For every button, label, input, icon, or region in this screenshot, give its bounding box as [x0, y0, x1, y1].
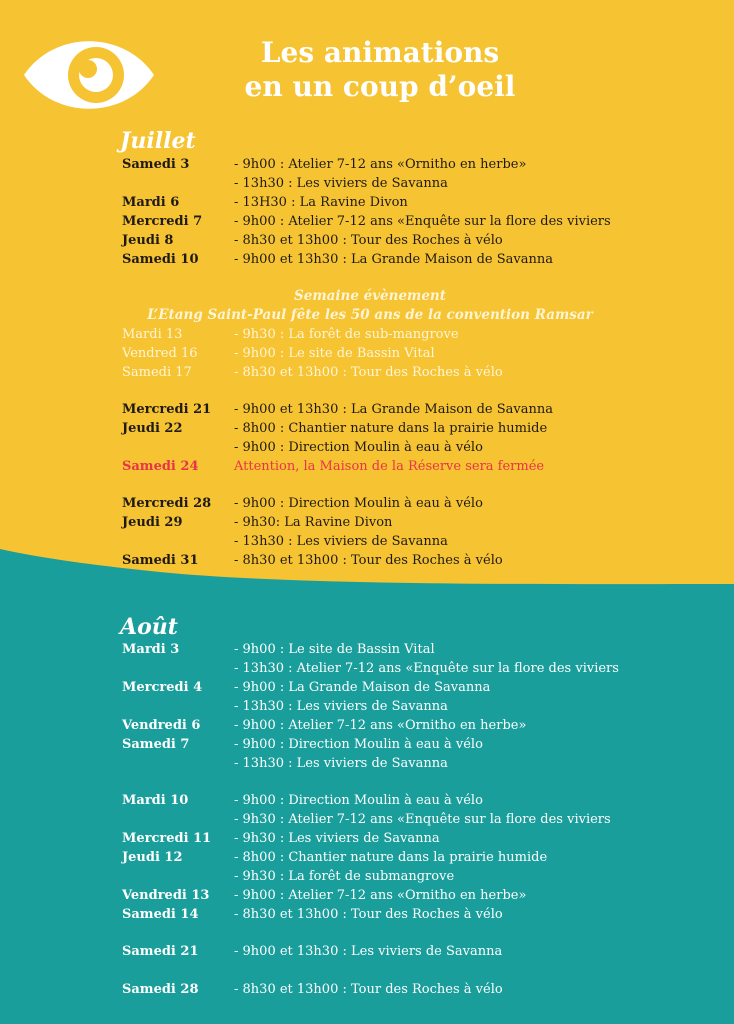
- row-day: Jeudi 22: [122, 421, 183, 436]
- row-desc: - 9h00 et 13h30 : La Grande Maison de Savanna: [234, 402, 553, 417]
- row-desc: - 9h00 : Atelier 7-12 ans «Ornitho en herbe»: [234, 718, 527, 733]
- title-line-1: Les animations: [260, 36, 500, 69]
- row-desc: - 9h30 : Atelier 7-12 ans «Enquête sur la flore des viviers: [234, 812, 611, 827]
- row-desc: - 13h30 : Les viviers de Savanna: [234, 534, 448, 549]
- row-desc: - 9h00 : Le site de Bassin Vital: [234, 642, 435, 657]
- row-day: Vendredi 6: [122, 718, 201, 733]
- row-day: Samedi 10: [122, 252, 199, 267]
- row-desc: - 13h30 : Atelier 7-12 ans «Enquête sur la flore des viviers: [234, 661, 619, 676]
- page-title: [200, 36, 560, 104]
- row-day: Mardi 10: [122, 793, 189, 808]
- closure-notice: Attention, la Maison de la Réserve sera fermée: [234, 459, 545, 474]
- row-desc: - 9h30 : La forêt de submangrove: [234, 869, 455, 884]
- row-desc: - 9h30 : Les viviers de Savanna: [234, 831, 440, 846]
- row-desc: - 13h30 : Les viviers de Savanna: [234, 756, 448, 771]
- row-desc: - 8h30 et 13h00 : Tour des Roches à vélo: [234, 982, 503, 997]
- row-desc: - 8h30 et 13h00 : Tour des Roches à vélo: [234, 233, 503, 248]
- row-day: Mercredi 7: [122, 214, 203, 229]
- row-desc: - 13h30 : Les viviers de Savanna: [234, 176, 448, 191]
- event-subtitle: L’Etang Saint-Paul fête les 50 ans de la convention Ramsar: [147, 307, 593, 323]
- row-day: Mardi 13: [122, 327, 183, 342]
- row-day: Samedi 17: [122, 365, 192, 380]
- row-desc: - 9h30: La Ravine Divon: [234, 515, 393, 530]
- row-desc: - 9h00 et 13h30 : Les viviers de Savanna: [234, 944, 503, 959]
- event-title: Semaine évènement: [294, 288, 446, 304]
- row-desc: - 9h00 : Le site de Bassin Vital: [234, 346, 435, 361]
- row-day: Mercredi 28: [122, 496, 212, 511]
- row-desc: - 9h00 : Direction Moulin à eau à vélo: [234, 793, 483, 808]
- row-desc: - 9h00 : La Grande Maison de Savanna: [234, 680, 491, 695]
- row-desc: - 13h30 : Les viviers de Savanna: [234, 699, 448, 714]
- row-day: Jeudi 29: [122, 515, 183, 530]
- row-day: Vendred 16: [122, 346, 198, 361]
- row-day: Samedi 31: [122, 553, 199, 568]
- row-desc: - 8h30 et 13h00 : Tour des Roches à vélo: [234, 907, 503, 922]
- row-desc: - 9h00 : Direction Moulin à eau à vélo: [234, 440, 483, 455]
- row-desc: - 9h00 : Atelier 7-12 ans «Ornitho en herbe»: [234, 157, 527, 172]
- row-desc: - 8h00 : Chantier nature dans la prairie humide: [234, 850, 548, 865]
- row-day: Samedi 3: [122, 157, 190, 172]
- row-desc: - 13H30 : La Ravine Divon: [234, 195, 408, 210]
- month-heading-juillet: Juillet: [120, 128, 196, 154]
- row-day: Samedi 28: [122, 982, 199, 997]
- row-desc: - 9h00 : Atelier 7-12 ans «Ornitho en herbe»: [234, 888, 527, 903]
- row-day: Mercredi 11: [122, 831, 212, 846]
- row-day: Samedi 14: [122, 907, 199, 922]
- row-desc: - 9h00 : Direction Moulin à eau à vélo: [234, 496, 483, 511]
- row-desc: - 9h00 : Atelier 7-12 ans «Enquête sur la flore des viviers: [234, 214, 611, 229]
- row-desc: - 8h30 et 13h00 : Tour des Roches à vélo: [234, 553, 503, 568]
- row-day: Jeudi 12: [122, 850, 183, 865]
- eye-icon: [20, 26, 158, 124]
- row-day: Samedi 7: [122, 737, 190, 752]
- row-day: Samedi 21: [122, 944, 199, 959]
- row-day: Samedi 24: [122, 459, 199, 474]
- row-day: Vendredi 13: [122, 888, 210, 903]
- row-day: Mardi 6: [122, 195, 180, 210]
- row-desc: - 8h30 et 13h00 : Tour des Roches à vélo: [234, 365, 503, 380]
- row-desc: - 9h30 : La forêt de sub-mangrove: [234, 327, 459, 342]
- month-heading-aout: Août: [120, 614, 178, 640]
- title-line-2: en un coup d’oeil: [244, 70, 516, 103]
- row-day: Mercredi 21: [122, 402, 212, 417]
- row-day: Jeudi 8: [122, 233, 174, 248]
- row-desc: - 8h00 : Chantier nature dans la prairie humide: [234, 421, 548, 436]
- row-desc: - 9h00 : Direction Moulin à eau à vélo: [234, 737, 483, 752]
- row-day: Mardi 3: [122, 642, 180, 657]
- row-desc: - 9h00 et 13h30 : La Grande Maison de Savanna: [234, 252, 553, 267]
- row-day: Mercredi 4: [122, 680, 203, 695]
